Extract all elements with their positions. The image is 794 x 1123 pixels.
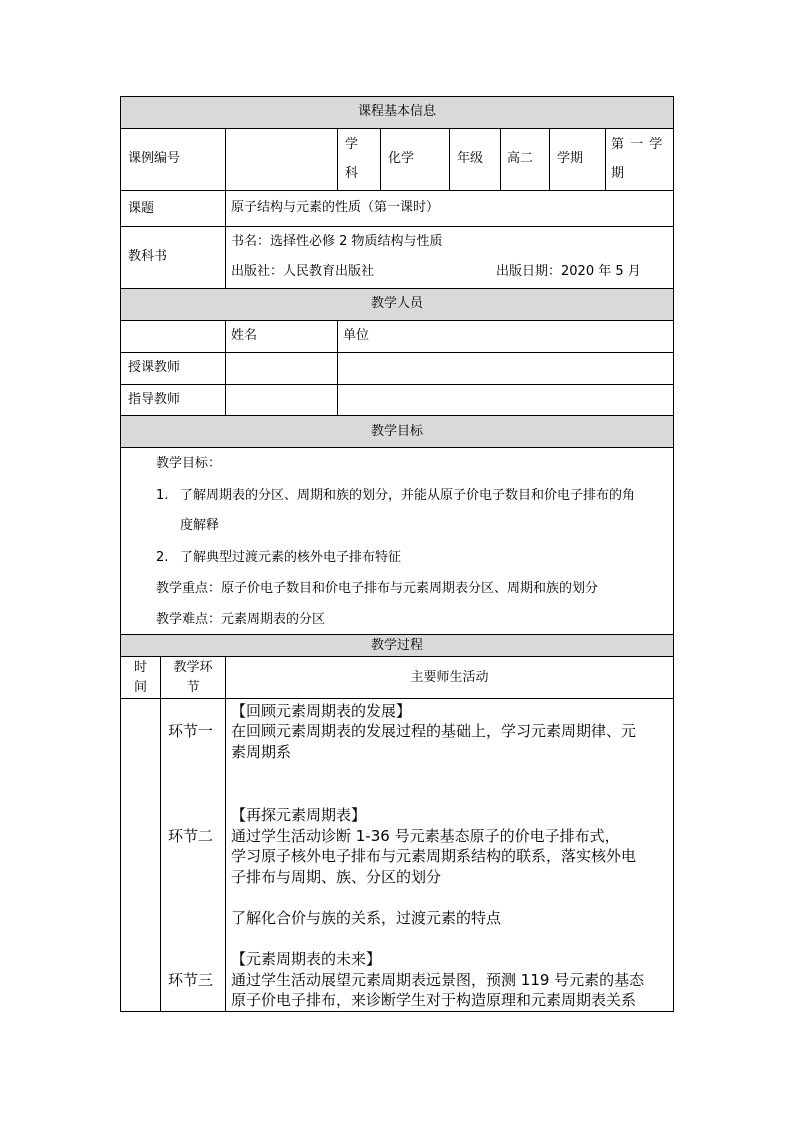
stage-3-line1: 通过学生活动展望元素周期表远景图，预测 119 号元素的基态 bbox=[231, 971, 645, 989]
section-title-objectives: 教学目标 bbox=[370, 424, 423, 439]
objective-2-text: 了解典型过渡元素的核外电子排布特征 bbox=[180, 550, 402, 565]
teacher-label: 授课教师 bbox=[128, 360, 181, 375]
grade-value: 高二 bbox=[507, 151, 534, 166]
stage-3-label: 环节三 bbox=[168, 971, 214, 989]
section-title-staff: 教学人员 bbox=[370, 296, 423, 311]
col-time-line2: 间 bbox=[133, 680, 147, 695]
term-value-line1: 第 一 学 bbox=[611, 137, 663, 152]
objective-1-number: 1. bbox=[156, 488, 169, 503]
objective-1-line2: 度解释 bbox=[180, 518, 220, 533]
stage-2-line1: 通过学生活动诊断 1-36 号元素基态原子的价电子排布式， bbox=[231, 827, 620, 845]
subject-label-2: 科 bbox=[345, 166, 359, 181]
stage-2-title: 【再探元素周期表】 bbox=[231, 806, 367, 824]
stage-2-line2: 学习原子核外电子排布与元素周期系结构的联系，落实核外电 bbox=[231, 847, 637, 865]
subject-label-1: 学 bbox=[345, 137, 359, 152]
stage-2-line4: 了解化合价与族的关系，过渡元素的特点 bbox=[231, 909, 502, 927]
textbook-name: 书名：选择性必修 2 物质结构与性质 bbox=[231, 234, 443, 249]
col-stage-line1: 教学环 bbox=[173, 660, 213, 675]
textbook-publisher: 出版社：人民教育出版社 bbox=[231, 264, 375, 279]
textbook-pub-date: 出版日期：2020 年 5 月 bbox=[496, 264, 641, 279]
stage-1-line2: 素周期系 bbox=[231, 743, 292, 761]
col-activity-header: 主要师生活动 bbox=[410, 670, 489, 685]
term-label: 学期 bbox=[557, 151, 584, 166]
stage-3-title: 【元素周期表的未来】 bbox=[231, 950, 382, 968]
stage-1-line1: 在回顾元素周期表的发展过程的基础上，学习元素周期律、元 bbox=[231, 722, 637, 740]
stage-3-line2: 原子价电子排布，来诊断学生对于构造原理和元素周期表关系 bbox=[231, 991, 637, 1009]
topic-value: 原子结构与元素的性质（第一课时） bbox=[231, 200, 440, 215]
subject-value: 化学 bbox=[388, 151, 415, 166]
objectives-heading: 教学目标： bbox=[156, 456, 222, 471]
staff-unit-header: 单位 bbox=[343, 328, 370, 343]
topic-label: 课题 bbox=[128, 201, 155, 216]
grade-label: 年级 bbox=[457, 151, 484, 166]
stage-1-label: 环节一 bbox=[168, 722, 214, 740]
case-number-label: 课例编号 bbox=[128, 151, 181, 166]
objective-2-number: 2. bbox=[156, 550, 169, 565]
section-title-process: 教学过程 bbox=[370, 638, 423, 653]
col-time-line1: 时 bbox=[133, 660, 147, 675]
stage-2-line3: 子排布与周期、族、分区的划分 bbox=[231, 868, 442, 886]
mentor-label: 指导教师 bbox=[128, 392, 181, 407]
section-title-basic: 课程基本信息 bbox=[357, 104, 436, 119]
objective-1-line1: 了解周期表的分区、周期和族的划分，并能从原子价电子数目和价电子排布的角 bbox=[180, 488, 636, 503]
term-value-line2: 期 bbox=[611, 166, 625, 181]
key-points: 教学重点：原子价电子数目和价电子排布与元素周期表分区、周期和族的划分 bbox=[156, 581, 599, 596]
difficulties: 教学难点：元素周期表的分区 bbox=[156, 612, 326, 627]
stage-2-label: 环节二 bbox=[168, 827, 214, 845]
staff-name-header: 姓名 bbox=[231, 328, 258, 343]
col-stage-line2: 节 bbox=[186, 680, 200, 695]
stage-1-title: 【回顾元素周期表的发展】 bbox=[231, 702, 412, 720]
textbook-label: 教科书 bbox=[128, 249, 168, 264]
